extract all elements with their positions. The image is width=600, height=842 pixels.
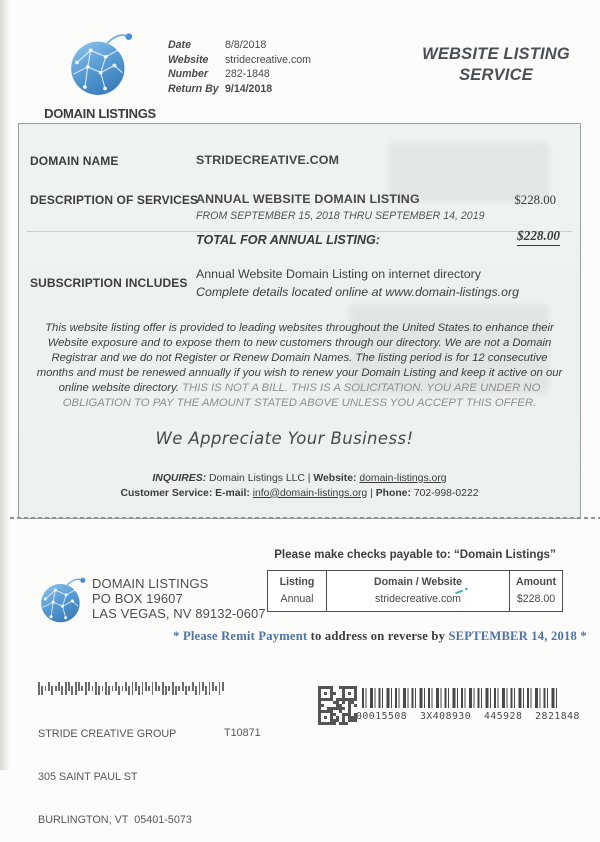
meta-label: Date: [168, 39, 191, 51]
offer-panel: [18, 123, 581, 519]
solicitation-text: THIS IS NOT A BILL. THIS IS A SOLICITATION. YOU ARE UNDER NO OBLIGATION TO PAY THE AMOUNT STATED ABOVE UNLESS YOU ACCEPT THIS OFFER.: [62, 382, 541, 409]
phone-number: 702-998-0222: [413, 487, 479, 499]
meta-value: stridecreative.com: [225, 53, 311, 66]
service-price: $228.00: [514, 193, 556, 207]
thanks-message: We Appreciate Your Business!: [155, 429, 414, 448]
disclaimer-paragraph: [32, 321, 567, 411]
document-title-line2: SERVICE: [459, 66, 533, 84]
phone-label: Phone:: [375, 487, 414, 499]
table-header-listing: Listing: [279, 576, 315, 588]
table-cell-amount: $228.00: [516, 593, 556, 605]
inquiries-line1: [19, 472, 580, 487]
recipient-city-state-zip: BURLINGTON, VT 05401-5073: [38, 814, 192, 827]
total-label: TOTAL FOR ANNUAL LISTING:: [196, 233, 380, 247]
table-cell-domain: stridecreative.com: [326, 590, 510, 611]
website-label: Website:: [313, 473, 360, 484]
qr-code: [318, 686, 357, 725]
meta-label: Return By: [168, 82, 219, 95]
table-header-domain: Domain / Website: [326, 571, 510, 590]
company-po-box: PO BOX 19607: [92, 590, 183, 606]
disclaimer-text: This website listing offer is provided to leading websites throughout the United States to enhance their Website exposure and to expose them to new customers through our directory. We are not a Domain Registrar and we do not Register or Renew Domain Names. The listing period is for 12 consecutive months and must be renewed annually if you wish to renew your Domain Listing and keep it active on our online website directory.: [36, 322, 563, 394]
header-logo: [34, 28, 166, 121]
meta-row-website: [168, 53, 311, 68]
subscription-line1: Annual Website Domain Listing on internet directory: [196, 267, 481, 281]
inquiries-block: [19, 472, 580, 501]
table-header-amount: Amount: [515, 576, 556, 588]
logo-wordmark: DOMAIN LISTINGS: [44, 106, 156, 121]
remit-payment-line: [170, 629, 590, 644]
email-link-text: info@domain-listings.org: [252, 487, 368, 499]
meta-value: 282-1848: [225, 68, 270, 81]
recipient-street: 305 SAINT PAUL ST: [38, 771, 138, 784]
description-of-services-label: DESCRIPTION OF SERVICES: [30, 193, 199, 207]
website-link-text: domain-listings.org: [359, 473, 447, 484]
meta-label: Number: [168, 68, 209, 81]
document-title-line1: WEBSITE LISTING: [422, 45, 570, 63]
tracking-barcode: [362, 688, 560, 708]
scan-edge-artifact: [0, 0, 10, 770]
remit-part3: SEPTEMBER 14, 2018 *: [448, 629, 587, 643]
subscription-line2: Complete details located online at www.domain-listings.org: [196, 285, 520, 299]
company-name: DOMAIN LISTINGS: [92, 576, 209, 591]
recipient-name: STRIDE CREATIVE GROUP: [38, 727, 177, 740]
meta-value: 9/14/2018: [225, 82, 273, 95]
globe-network-icon: [64, 87, 136, 104]
customer-service-label: Customer Service: E-mail:: [120, 487, 253, 499]
meta-label: Website: [168, 53, 209, 66]
company-city-state-zip: LAS VEGAS, NV 89132-0607: [92, 605, 266, 621]
inquiries-label: INQUIRES:: [152, 473, 207, 484]
pen-scan-mark: [455, 588, 468, 594]
remit-part1: * Please Remit Payment: [173, 629, 311, 643]
header-meta-fields: [168, 38, 311, 96]
tray-code: T10871: [224, 727, 261, 739]
document-title: [418, 44, 574, 86]
remit-logo: [36, 574, 88, 631]
total-value: $228.00: [517, 228, 560, 246]
meta-value: 8/8/2018: [225, 39, 267, 51]
inquiries-line2: [19, 487, 580, 502]
tracking-barcode-numbers: 00015508 3X408930 445928 2821848: [356, 711, 580, 722]
table-cell-listing: Annual: [280, 593, 314, 605]
meta-row-date: [168, 38, 311, 53]
domain-name-value: STRIDECREATIVE.COM: [196, 153, 340, 167]
service-period: FROM SEPTEMBER 15, 2018 THRU SEPTEMBER 14, 2019: [196, 210, 485, 222]
meta-row-number: [168, 67, 311, 82]
domain-name-label: DOMAIN NAME: [30, 154, 119, 168]
total-divider-rule: [27, 231, 572, 232]
globe-network-icon: [36, 613, 88, 630]
meta-row-return-by: [168, 82, 311, 97]
payment-table: [267, 570, 563, 612]
perforation-dashed-line: [10, 517, 600, 519]
inquiries-company: Domain Listings LLC |: [206, 473, 314, 484]
separator: |: [367, 487, 376, 499]
recipient-address: [38, 698, 192, 842]
remit-company-address: [92, 577, 266, 621]
service-name: ANNUAL WEBSITE DOMAIN LISTING: [196, 192, 420, 206]
checks-payable-line: Please make checks payable to: “Domain Listings”: [274, 548, 556, 561]
intelligent-mail-barcode: [38, 682, 225, 695]
subscription-includes-label: SUBSCRIPTION INCLUDES: [30, 276, 188, 290]
remit-part2: to address on reverse by: [310, 629, 449, 643]
